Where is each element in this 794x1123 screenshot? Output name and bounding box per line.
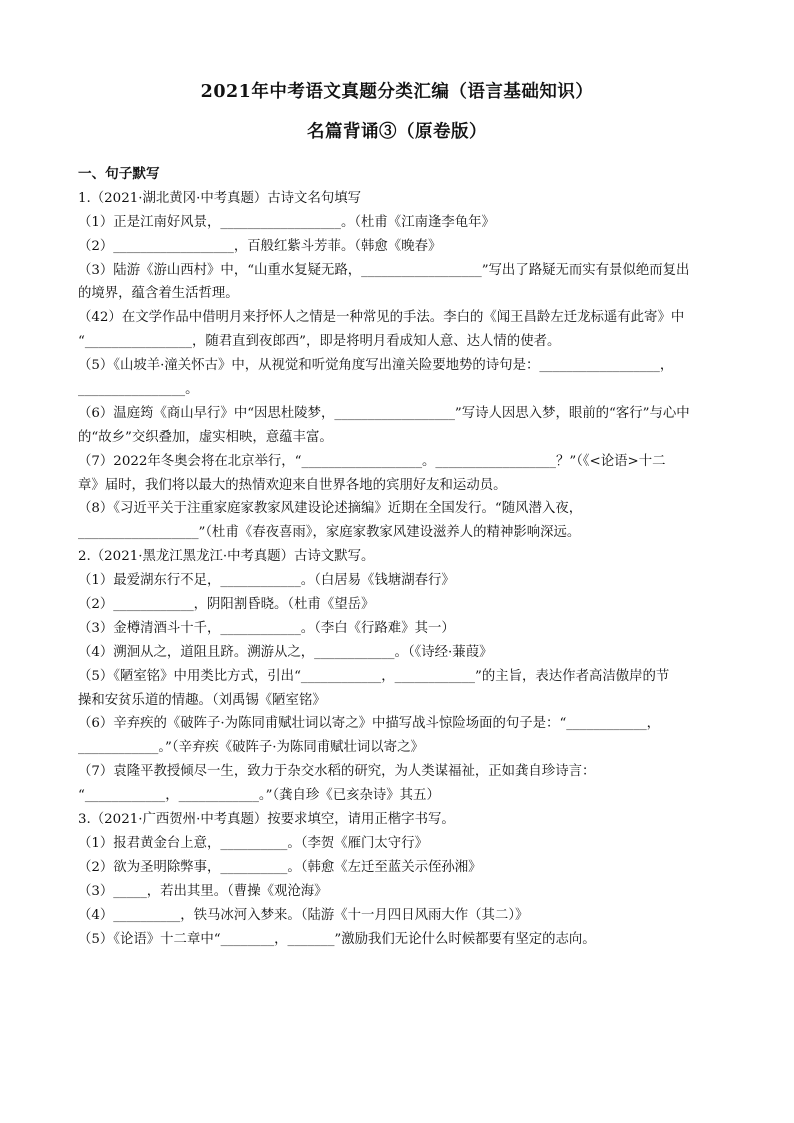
- text-line: （42）在文学作品中借明月来抒怀人之情是一种常见的手法。李白的《闻王昌龄左迁龙标遥有此寄》中: [78, 310, 685, 326]
- text-line: “____________，____________。”（龚自珍《已亥杂诗》其五）: [78, 788, 440, 804]
- document-title: 2021年中考语文真题分类汇编（语言基础知识）: [200, 82, 594, 102]
- text-line: （1）报君黄金台上意，__________。（李贺《雁门太守行》: [78, 835, 428, 851]
- text-line: ________________。: [78, 382, 199, 398]
- text-line: （6）温庭筠《商山早行》中“因思杜陵梦，__________________”写诗人因思入梦，眼前的“客行”与心中: [78, 405, 690, 421]
- text-line: （5）《山坡羊·潼关怀古》中，从视觉和听觉角度写出潼关险要地势的诗句是：__________________，: [78, 358, 674, 374]
- text-line: （2）欲为圣明除弊事，__________。（韩愈《左迁至蓝关示侄孙湘》: [78, 859, 482, 875]
- text-line: 的“故乡”交织叠加，虚实相映，意蕴丰富。: [78, 429, 333, 445]
- text-line: 的境界，蕴含着生活哲理。: [78, 286, 239, 302]
- question-3-heading: 3.（2021·广西贺州·中考真题）按要求填空，请用正楷字书写。: [78, 812, 455, 828]
- text-line: 章》届时，我们将以最大的热情欢迎来自世界各地的宾朋好友和运动员。: [78, 477, 507, 493]
- document-subtitle: 名篇背诵③（原卷版）: [307, 122, 487, 142]
- text-line: 操和安贫乐道的情趣。（刘禹锡《陋室铭》: [78, 692, 326, 708]
- text-line: （5）《陋室铭》中用类比方式，引出“____________，____________”的主旨，表达作者高洁傲岸的节: [78, 668, 670, 684]
- text-line: （3）陆游《游山西村》中，“山重水复疑无路，__________________”写出了路疑无而实有景似绝而复出: [78, 262, 690, 278]
- text-line: （2）__________________，百般红紫斗芳菲。（韩愈《晚春》: [78, 238, 442, 254]
- text-line: （4）溯洄从之，道阻且跻。溯游从之，____________。（《诗经·蒹葭》: [78, 644, 493, 660]
- text-line: （3）金樽清酒斗十千，____________。（李白《行路难》其一）: [78, 620, 455, 636]
- text-line: （7）2022年冬奥会将在北京举行，“__________________。__________________？”（《<论语>十二: [78, 453, 666, 469]
- text-line: （3）_____，若出其里。（曹操《观沧海》: [78, 883, 328, 899]
- text-line: ____________。”（辛弃疾《破阵子·为陈同甫赋壮词以寄之》: [78, 740, 424, 756]
- question-2-heading: 2.（2021·黑龙江黑龙江·中考真题）古诗文默写。: [78, 549, 375, 565]
- document-body: [78, 163, 720, 951]
- section-heading: 一、句子默写: [78, 166, 160, 182]
- text-line: （1）正是江南好风景，__________________。（杜甫《江南逢李龟年》: [78, 214, 495, 230]
- text-line: （5）《论语》十二章中“________，_______”激励我们无论什么时候都要有坚定的志向。: [78, 931, 596, 947]
- text-line: （4）__________，铁马冰河入梦来。（陆游《十一月四日风雨大作（其二）》: [78, 907, 529, 923]
- text-line: （1）最爱湖东行不足，____________。（白居易《钱塘湖春行》: [78, 573, 455, 589]
- text-line: （8）《习近平关于注重家庭家教家风建设论述摘编》近期在全国发行。“随风潜入夜，: [78, 501, 583, 517]
- text-line: （7）袁隆平教授倾尽一生，致力于杂交水稻的研究，为人类谋福祉，正如龚自珍诗言：: [78, 764, 596, 780]
- text-line: （2）____________，阴阳割昏晓。（杜甫《望岳》: [78, 597, 375, 613]
- question-1-heading: 1.（2021·湖北黄冈·中考真题）古诗文名句填写: [78, 190, 362, 206]
- text-line: （6）辛弃疾的《破阵子·为陈同甫赋壮词以寄之》中描写战斗惊险场面的句子是：“____________，: [78, 716, 661, 732]
- text-line: “________________，随君直到夜郎西”，即是将明月看成知人意、达人情的使者。: [78, 334, 561, 350]
- text-line: __________________”（杜甫《春夜喜雨》，家庭家教家风建设滋养人的精神影响深远。: [78, 525, 581, 541]
